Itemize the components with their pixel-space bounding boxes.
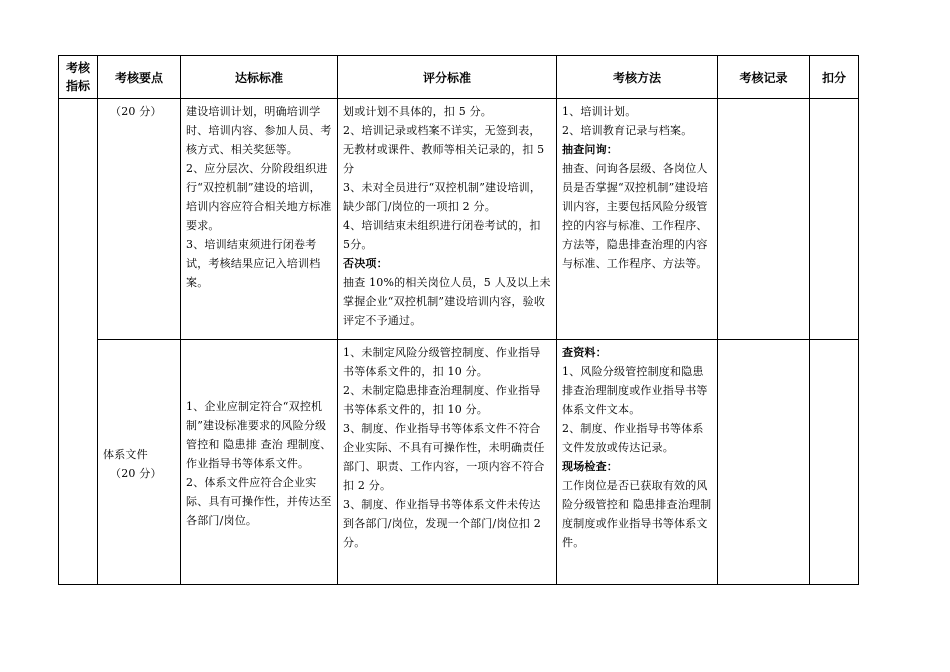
onsite-label: 现场检查： (562, 460, 618, 473)
key-point-score: （20 分） (110, 466, 162, 480)
header-indicator: 考核指标 (59, 56, 98, 99)
deduction-cell (810, 99, 859, 340)
table-header-row (59, 56, 859, 99)
assessment-table (58, 55, 859, 585)
scoring-cell (338, 340, 557, 585)
scoring-item: 1、未制定风险分级管控制度、作业指导书等体系文件的，扣 10 分。 (343, 346, 541, 378)
scoring-item: 2、培训记录或档案不详实，无签到表，无教材或课件、教师等相关记录的，扣 5 分 (343, 124, 545, 175)
scoring-item: 3、未对全员进行“双控机制”建设培训，缺少部门/岗位的一项扣 2 分。 (343, 181, 542, 213)
veto-text: 抽查 10%的相关岗位人员，5 人及以上未掌握企业“双控机制”建设培训内容，验收评定不予通过。 (343, 276, 551, 327)
method-item: 1、培训计划。 (562, 105, 637, 118)
key-point-cell (98, 340, 181, 585)
method-cell (557, 99, 718, 340)
standard-cell (181, 340, 338, 585)
standard-item: 2、应分层次、分阶段组织进行“双控机制”建设的培训，培训内容应符合相关地方标准要求。 (186, 162, 332, 232)
onsite-text: 工作岗位是否已获取有效的风险分级管控和 隐患排查治理制度制度或作业指导书等体系文件。 (562, 479, 712, 549)
inspect-text: 抽查、问询各层级、各岗位人员是否掌握“双控机制”建设培训内容，主要包括风险分级管控的内容与标准、工作程序、方法等，隐患排查治理的内容与标准、工作程序、方法等。 (562, 162, 709, 270)
veto-label: 否决项： (343, 257, 388, 270)
assessment-table-sheet (58, 55, 859, 585)
check-docs-label: 查资料： (562, 346, 607, 359)
indicator-cell (59, 99, 98, 585)
standard-item: 2、体系文件应符合企业实际、具有可操作性，并传达至各部门/岗位。 (186, 476, 332, 527)
method-item: 2、培训教育记录与档案。 (562, 124, 693, 137)
key-point-title: 体系文件 (103, 447, 148, 461)
scoring-item: 划或计划不具体的，扣 5 分。 (343, 105, 492, 118)
header-method: 考核方法 (557, 56, 718, 99)
standard-item: 建设培训计划，明确培训学时、培训内容、参加人员、考核方式、相关奖惩等。 (186, 105, 332, 156)
deduction-cell (810, 340, 859, 585)
standard-cell (181, 99, 338, 340)
scoring-cell (338, 99, 557, 340)
header-deduction: 扣分 (810, 56, 859, 99)
method-cell (557, 340, 718, 585)
check-docs-item: 1、风险分级管控制度和隐患排查治理制度或作业指导书等体系文件文本。 (562, 365, 708, 416)
key-point-score: （20 分） (110, 105, 162, 118)
header-record: 考核记录 (718, 56, 810, 99)
record-cell (718, 340, 810, 585)
header-standard: 达标标准 (181, 56, 338, 99)
inspect-label: 抽查问询： (562, 143, 618, 156)
table-row (59, 340, 859, 585)
scoring-item: 2、未制定隐患排查治理制度、作业指导书等体系文件的，扣 10 分。 (343, 384, 541, 416)
table-row (59, 99, 859, 340)
standard-item: 1、企业应制定符合“双控机制”建设标准要求的风险分级管控和 隐患排 查治 理制度、作业指导书等体系文件。 (186, 400, 332, 470)
header-key-point: 考核要点 (98, 56, 181, 99)
scoring-item: 3、制度、作业指导书等体系文件未传达到各部门/岗位，发现一个部门/岗位扣 2分。 (343, 498, 541, 549)
scoring-item: 3、制度、作业指导书等体系文件不符合企业实际、不具有可操作性，未明确责任部门、职责、工作内容，一项内容不符合扣 2 分。 (343, 422, 545, 492)
key-point-cell (98, 99, 181, 340)
header-scoring: 评分标准 (338, 56, 557, 99)
scoring-item: 4、培训结束未组织进行闭卷考试的，扣 5分。 (343, 219, 541, 251)
standard-item: 3、培训结束须进行闭卷考试，考核结果应记入培训档案。 (186, 238, 321, 289)
check-docs-item: 2、制度、作业指导书等体系文件发放或传达记录。 (562, 422, 704, 454)
record-cell (718, 99, 810, 340)
